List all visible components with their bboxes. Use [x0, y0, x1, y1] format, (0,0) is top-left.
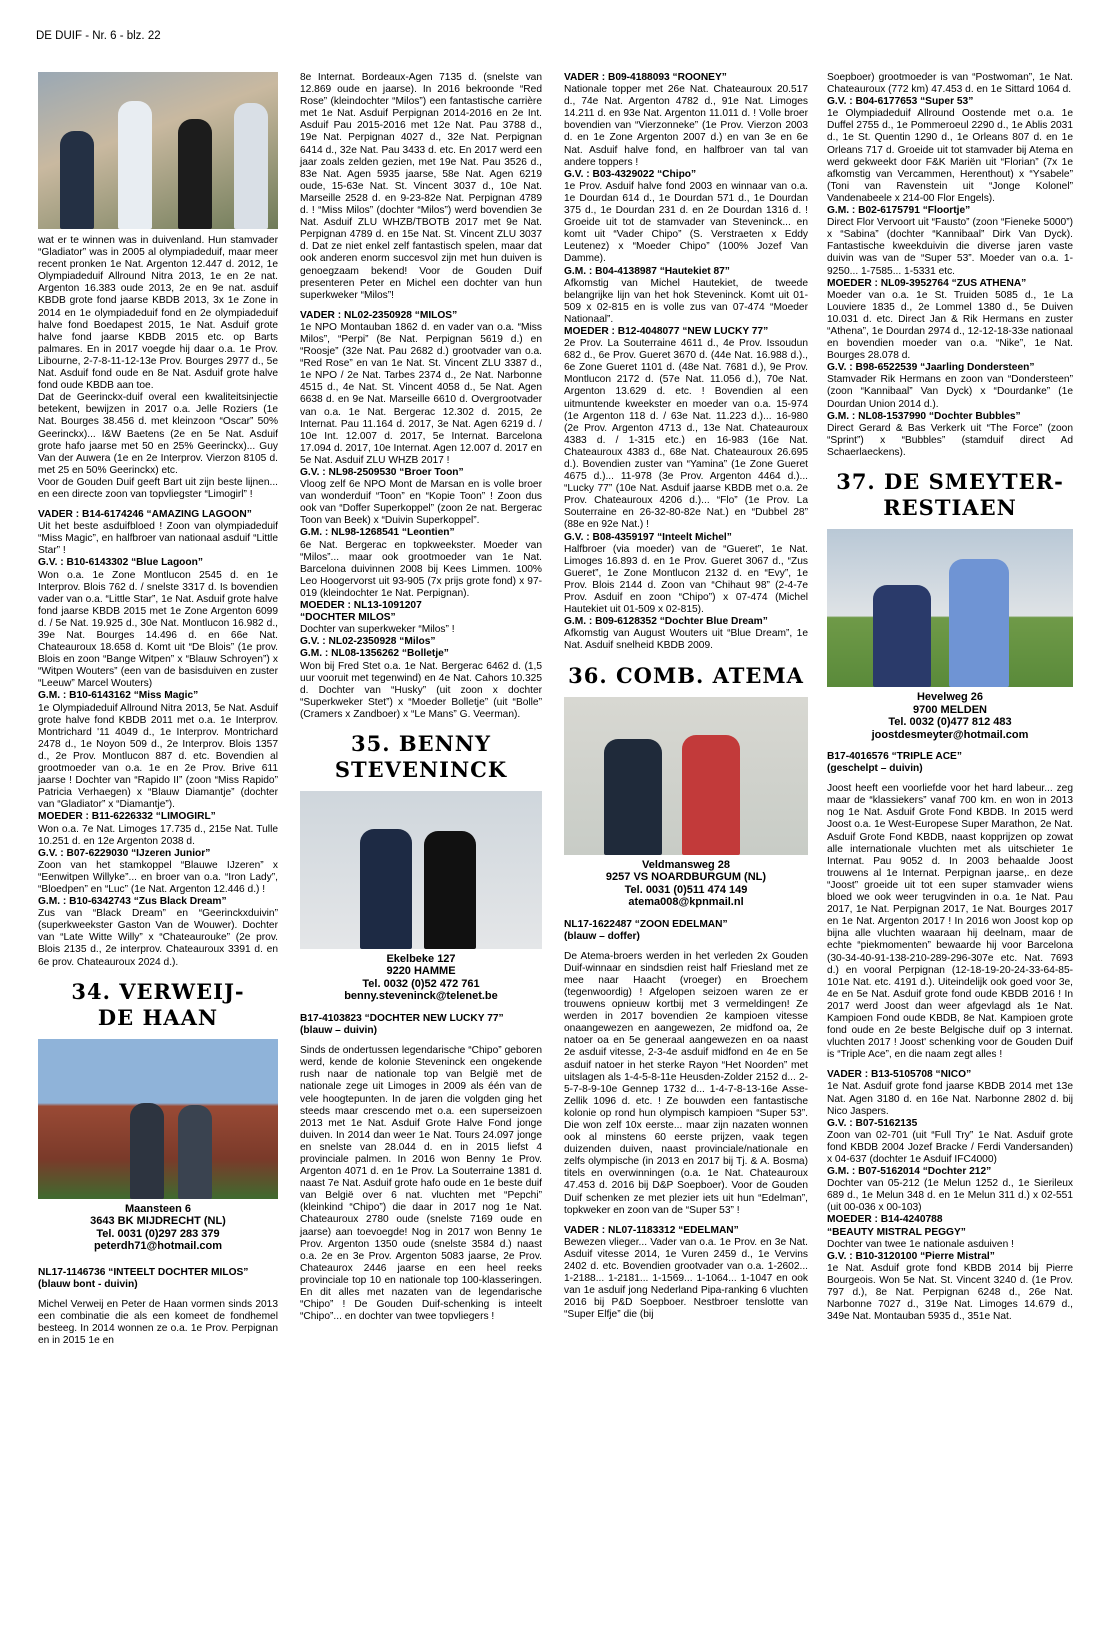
pedigree-text: 6e Nat. Bergerac en topkweekster. Moeder van “Milos”... maar ook grootmoeder van 1e Nat. Barcelona duivinnen 2008 bij Kees Limmen. 100% Leo Hoogervorst uit 93-905 (7x prijs grote fond) x 97-019 (kleindochter 1e Nat. Perpignan).: [300, 539, 542, 599]
ring-number: NL17-1146736 “INTEELT DOCHTER MILOS”: [38, 1266, 249, 1278]
pedigree-heading: VADER : NL07-1183312 “EDELMAN”: [564, 1224, 739, 1236]
address-city: 9220 HAMME: [386, 965, 456, 978]
address-email: joostdesmeyter@hotmail.com: [871, 728, 1029, 741]
pedigree-heading: “DOCHTER MILOS”: [300, 612, 396, 624]
pedigree-text: Vloog zelf 6e NPO Mont de Marsan en is volle broer van wonderduif “Toon” en “Kopie Toon” ! Zoon dus ook van “Doffer Superkoppel” (zoon 2e nat. Bergerac Toon van Beek) x “Duivin Superkoppel”.: [300, 479, 542, 527]
ring-number: NL17-1622487 “ZOON EDELMAN”: [564, 918, 728, 930]
pedigree-text: Zoon van het stamkoppel “Blauwe IJzeren” x “Eenwitpen Willyke”... en broer van o.a. “Iron Lady”, “Bloedpen” en “Luc” (1e Nat. Argenton 12.446 d.) !: [38, 859, 278, 895]
pedigree-heading: MOEDER : B12-4048077 “NEW LUCKY 77”: [564, 325, 769, 337]
pedigree-text: Afkomstig van August Wouters uit “Blue Dream”, 1e Nat. Asduif snelheid KBDB 2009.: [564, 628, 808, 652]
section-title-37: 37. DE SMEYTER- RESTIAEN: [836, 469, 1064, 520]
pedigree-text: 2e Prov. La Souterraine 4611 d., 4e Prov. Issoudun 682 d., 6e Prov. Gueret 3670 d. (44e Nat. 16.988 d.)., 6e Zone Gueret 1101 d. (48e Nat. 7681 d.), 9e Prov. Montlucon 2172 d. (57e Nat. 11.056 d.), 70e Nat. Argenton 13.629 d. etc. ! Bovendien al een uitmuntende kweekster en moeder van o.a. 15-974 (1e Argenton 118 d. / 63e Nat. 11.223 d.)... 16-980 (2e Prov. Argenton 4713 d., 13e Nat. Chateauroux 4383 d. / 1-315 etc.) en 16-983 (16e Nat. Chateauroux 4383 d., 68e Nat. Chateauroux 26.695 d.). Bovendien zuster van “Yamina” (1e Zone Gueret 4675 d.)... 11-978 (3e Prov. Argenton 4464 d.)... “Lucky 77” (10e Nat. Asduif jaarse KBDB met o.a. 2e Prov. Chateauroux 4206 d.)... “Flo” (1e Prov. La Souterraine en 26-32-80-82e Nat.) en “Dubbel 28” (88e en 92e Nat.) !: [564, 338, 808, 531]
section-title-35: 35. BENNY STEVENINCK: [334, 730, 508, 782]
col2-paragraph: Sinds de ondertussen legendarische “Chipo” geboren werd, kende de kolonie Steveninck een ongekende rush naar de nationale top van België met de nationale zege uit Limoges in 2009 als één van de vele hoogtepunten. In de jaren die volgden ging het steeds maar crescendo met o.a. een superseizoen 2013 met 1e Nat. Asduif Grote Halve Fond jonge duiven. In 2014 dan weer 1e Nat. Tours 24.097 jonge en snelste van 28.044 d. en in 2015 liefst 4 provinciale palmen. In 2016 won Benny 1e Prov. Argenton 4071 d. en 1e Prov. La Souterraine 1381 d. naast 7e Nat. Asduif grote hafo oude en 1e beste duif van België over 6 nat. vluchten met “Pepchi” (kleinkind “Chipo”) die daar in 2017 nog 1e Nat. Chateauroux 2780 oude (snelste 7169 oude en jaarse) aan toevoegde! Nog in 2017 won Benny 1e Prov. Argenton 1350 oude (snelste 3584 d.) naast o.a. 2e en 3e Prov. Argenton 5083 jaarse, 2e Prov. Chateaurox 2446 jaarse en een heel reeks provinciale top 10 en nationale top 100-klasseringen. En dit alles met nazaten van de legendarische “Chipo” ! De Gouden Duif-schenking is inteelt “Chipo”... en dochter van twee topvliegers !: [300, 1045, 542, 1323]
pedigree-heading: G.V. : B10-3120100 “Pierre Mistral”: [827, 1250, 995, 1262]
address-street: Ekelbeke 127: [386, 952, 456, 965]
address-street: Hevelweg 26: [916, 691, 984, 703]
pedigree-text: Dochter van superkweker “Milos” !: [300, 624, 455, 636]
pedigree-heading: G.M. : NL08-1537990 “Dochter Bubbles”: [827, 410, 1021, 422]
pedigree-heading: G.V. : B03-4329022 “Chipo”: [564, 168, 697, 180]
photo-de-smeyter: [827, 529, 1073, 687]
pedigree-heading: G.V. : B07-5162135: [827, 1117, 918, 1129]
pedigree-text: Moeder van o.a. 1e St. Truiden 5085 d., 1e La Louviere 1835 d., 2e Lommel 1380 d., 5e Duiven 10.031 d. etc. Direct Jan & Rik Hermans en zuster “Athena”, 1e Dourdan 2974 d., 12-12-18-33e nationaal en bovendien moeder van o.a. “Nike”, 1e Nat. Bourges 28.078 d.: [827, 289, 1073, 362]
pedigree-heading: G.V. : B10-6143302 “Blue Lagoon”: [38, 557, 203, 569]
col4-paragraph: Joost heeft een voorliefde voor het hard labeur... zeg maar de “klassiekers” vanaf 700 km. en won in 2013 nog 1e Nat. Asduif Grote Fond KBDB. In 2015 werd Joost o.a. 1e West-Europese Super Marathon, 2e Nat. Asduif Grote Fond KBDB, naast kopprijzen op zowat alle internationale vluchten met als uitschieter 1e Internat. Pau 9052 d. In 2003 behaalde Joost trouwens al 1e Internat. Perpignan jaarse,. en deze “Joost” groeide uit tot een super stamvader wiens bloed we ook weer terugvinden in o.a. 1e Nat. Pau 2017, 1e Nat. Perpignan 2017, 1e Nat. Bourges 2017 en 1e Nat. Argenton 2017 ! In 2016 won Joost kop op bijna alle vluchten waaraan hij deelnam, maar de echte “piekmomenten” bewaarde hij voor Barcelona (30-34-40-91-138-210-289-296-307e etc. Nat. 7693 d.) en vooral Perpignan (12-18-19-20-24-33-64-85-101e Nat. etc. 4191 d.). Uiteindelijk ook goed voor 3e, 4e en 5e Nat. Asduif grote fond oude KBDB 2016 ! In 2017 werd Joost dan weer afgevlagd als 1e Nat. Kampioen Fond oude KBDB, 8e Nat. Kampioen grote fond oude en 2e beste Belgische duif op 3 internat. vluchten 2017 ! Joost' schenking voor de Gouden Duif is “Triple Ace”, en die naam zegt alles !: [827, 783, 1073, 1061]
pedigree-heading: G.V. : NL98-2509530 “Broer Toon”: [300, 467, 464, 478]
pedigree-text: Afkomstig van Michel Hautekiet, de tweede belangrijke lijn van het hok Steveninck. Komt uit 01-509 x 02-815 en is volle zus van 07-474 “Moeder Nationaal”.: [564, 277, 808, 325]
col4-paragraph: Soepboer) grootmoeder is van “Postwoman”, 1e Nat. Chateauroux (772 km) 47.453 d. en 1e Sittard 1064 d.: [827, 72, 1073, 96]
col2-paragraph: 8e Internat. Bordeaux-Agen 7135 d. (snelste van 12.869 oude en jaarse). In 2016 bekroonde “Red Rose” (kleindochter “Milos”) een fantastische carrière met 1e Nat. Asduif Perpignan 2014-2016 en 2e Int. Asduif Pau 2015-2016 met 12e Nat. Pau 3788 d., 19e Nat. Perpignan 4027 d., 32e Nat. Perpignan 6414 d., 32e Nat. Pau 3433 d. etc. En 2017 werd een jaar zoals zelden gezien, met 19e Nat. Pau 3526 d., 83e Nat. Agen 5935 jaarse, 58e Nat. Agen 6219 oude, 15-63e Nat. St. Vincent 3037 d., 10e Nat. Marseille 2528 d. en 9-23-82e Nat. Perpignan 4789 d. ! “Miss Milos” (dochter “Milos”) werd bovendien 3e Nat. Asduif ZLU WHZB/TBOTB 2017 met 9e Nat. Perpignan 4789 d. en 15e Nat. St. Vincent ZLU 3037 d. Dat ze niet enkel zelf fantastisch spelen, maar dat ook anderen enorm succesvol zijn met hun duiven is genoegzaam bekend! Voor de Gouden Duif presenteren Peter en Michel een dochter van hun superkweker “Milos”!: [300, 72, 542, 301]
pedigree-heading: VADER : B14-6174246 “AMAZING LAGOON”: [38, 509, 252, 521]
pedigree-text: Won bij Fred Stet o.a. 1e Nat. Bergerac 6462 d. (1,5 uur vooruit met tegenwind) en 4e Nat. Cahors 10.325 d. Dochter van “Husky” (uit zoon x dochter “Superkweker Stet”) x “Moeder Bolletje” (uit “Bolle” (Cramers x Zandboer) x “Le Mans” G. Veerman).: [300, 660, 542, 720]
pedigree-text: Stamvader Rik Hermans en zoon van “Dondersteen” (zoon “Kannibaal” Van Dyck) x “Dourdanke” (1e Dourdan Union 2014 d.).: [827, 374, 1073, 410]
photo-verweij-de-haan: [38, 1039, 278, 1199]
pedigree-text: 1e Olympiadeduif Allround Oostende met o.a. 1e Duffel 2755 d., 1e Pommeroeul 2290 d., 1e Ablis 2031 d., 1e St. Quentin 1290 d., 1e Orleans 807 d. en 1e Orleans 717 d. Groeide uit tot stamvader bij Atema en werd gekweekt door F&K Mariën uit “Florian” (7x 1e afkomstig van Vercammen, Herenthout) x “Ysabele” (Toni van Ravenstein uit “Jonge Kolonel” Vandenabeele x 214-00 Flor Engels).: [827, 108, 1073, 204]
column-4: [827, 72, 1073, 1323]
pedigree-text: 1e Nat. Asduif grote fond jaarse KBDB 2014 met 13e Nat. Agen 3180 d. en 16e Nat. Narbonne 2802 d. bij Nico Jaspers.: [827, 1081, 1073, 1117]
pedigree-text: Uit het beste asduifbloed ! Zoon van olympiadeduif “Miss Magic”, en halfbroer van nationaal asduif “Little Star” !: [38, 521, 278, 557]
address-city: 3643 BK MIJDRECHT (NL): [90, 1215, 226, 1228]
address-email: atema008@kpnmail.nl: [628, 896, 744, 908]
section-title-36: 36. COMB. ATEMA: [568, 662, 804, 688]
address-phone: Tel. 0032 (0)52 472 761: [362, 977, 480, 990]
pedigree-heading: G.M. : B02-6175791 “Floortje”: [827, 205, 971, 217]
section-title-34: 34. VERWEIJ- DE HAAN: [71, 978, 245, 1030]
pedigree-heading: G.M. : B07-5162014 “Dochter 212”: [827, 1166, 992, 1178]
col3-paragraph: De Atema-broers werden in het verleden 2x Gouden Duif-winnaar en sindsdien reist half Friesland met ze mee naar Haacht (vroeger) en Broechem (tegenwoordig) ! Afgelopen seizoen waren ze er trouwens opnieuw kortbij met 3 vermeldingen! Ze werden in 2017 bovendien 2e kampioen vitesse onaangewezen en aangewezen, 2e midfond oa, 2e natoer oa en 5e generaal aangewezen en oa naast 2e asduif vitesse, 2-3-4e asduif midfond en 4e en 5e asduif natoer in het sterke Rayon “Het Noorden” met uitslagen als 1-4-5-8-11e Heusden-Zolder 2152 d... 2-5-7-8-9-10e Gennep 1732 d... 1-4-7-8-13-16e Asse-Zellik 1096 d. etc. ! Ze bouwden een fantastische kolonie op rond hun olympisch kampioen “Super 53”. Die won zelf 10x eerste... maar zijn nazaten wonnen ook al minstens 60 eerste prijzen, vaak tegen duizenden duiven, naast provinciale/nationale en zelfs olympische (in 2013 en 2017 bij Tj. & A. Bosma) titels en overwinningen (o.a. 1e Nat. Chateauroux 47.453 d. 2016 bij D&P Soepboer). Voor de Gouden Duif schenken ze met plezier iets uit hun “Edelman”, topkweker en zoon van de “Super 53” !: [564, 950, 808, 1216]
address-34: [38, 1203, 278, 1253]
pedigree-heading: VADER : B09-4188093 “ROONEY”: [564, 72, 727, 83]
pedigree-heading: “BEAUTY MISTRAL PEGGY”: [827, 1226, 966, 1238]
pedigree-text: 1e Olympiadeduif Allround Nitra 2013, 5e Nat. Asduif grote halve fond KBDB 2011 met o.a. 1e Interprov. Montrichard '11 4049 d., 1e Interprov. Montrichard 2478 d., 1e Noyon 509 d., 2e Interprov. Blois 1357 d., 2e Prov. Montlucon 887 d. etc. Bovendien al grootmoeder van o.a. 1e en 2e Prov. Brive 611 jaarse ! Dochter van “Rapido II” (zoon “Miss Rapido” Patricia Verhaegen) x “Blauw Diamantje” (dochter van “Gladiator” x “Diamantje”).: [38, 702, 278, 811]
pedigree-heading: G.M. : NL08-1356262 “Bolletje”: [300, 648, 449, 660]
address-email: benny.steveninck@telenet.be: [344, 990, 498, 1003]
pedigree-heading: MOEDER : NL13-1091207: [300, 600, 422, 612]
bird-color: (blauw – doffer): [564, 930, 640, 942]
address-city: 9257 VS NOARDBURGUM (NL): [605, 871, 767, 883]
address-email: peterdh71@hotmail.com: [93, 1240, 223, 1253]
pedigree-text: Halfbroer (via moeder) van de “Gueret”, 1e Nat. Limoges 16.893 d. en 1e Prov. Gueret 3067 d., “Zus Gueret”, 1e Zone Montlucon 2132 d. en “Evy”, 1e Prov. Blois 2144 d. Zoon van “Chihaut 98” (2-4-7e Prov. Asduif en zoon “Chipo”) x 07-474 (Michel Hautekiet uit 01-509 x 02-815).: [564, 543, 808, 616]
pedigree-heading: G.V. : B04-6177653 “Super 53”: [827, 96, 974, 108]
pedigree-heading: MOEDER : B14-4240788: [827, 1214, 943, 1226]
pedigree-text: Dochter van 05-212 (1e Melun 1252 d., 1e Sierileux 689 d., 1e Melun 348 d. en 1e Melun 311 d.) x 02-551 (uit 00-036 x 00-103): [827, 1178, 1073, 1214]
pedigree-text: Won o.a. 1e Zone Montlucon 2545 d. en 1e Interprov. Blois 762 d. / snelste 3317 d. Is bovendien vader van o.a. “Little Star”, 1e Nat. Asduif grote halve fond jaarse KBDB 2015 met 1e Zone Argenton 6099 d. / 5e Nat. 19.925 d., 30e Nat. Montlucon 16.982 d., 39e Nat. Bourges 14.496 d. en 66e Nat. Chateauroux 18.658 d. Komt uit “De Blois” (1e prov. Blois en zoon “Bange Witpen” x “Blauw Schroyen”) x “Witpen Wouters” (een van de basisduiven en zuster “Leeuw” Marcel Wouters): [38, 569, 278, 690]
address-37: [827, 691, 1073, 741]
pedigree-text: Zus van “Black Dream” en “Geerinckxduivin” (superkweekster Gaston Van de Wouwer). Dochter van “Late Witte Willy” x “Chateaurouke” (2e prov. Blois 2135 d., 2e interprov. Chateauroux 3391 d. en 6e prov. Chateauroux 2024 d.).: [38, 908, 278, 968]
address-street: Maansteen 6: [124, 1202, 192, 1215]
pedigree-heading: G.M. : B10-6342743 “Zus Black Dream”: [38, 896, 227, 908]
col1-paragraph: Dat de Geerinckx-duif overal een kwaliteitsinjectie betekent, bewijzen in 2017 o.a. Jelle Roziers (1e Nat. Bourges 38.456 d. met kleinzoon “Oscar” 50% Geerinckx)... I&W Baetens (2e en 5e Nat. Asduif grote hafo jaarse met 50 en 25% Geerinckx)... Guy Van der Auwera (1e en 2e Interprov. Vierzon 8105 d. met 25 en 50% Geerinckx) etc.: [38, 392, 278, 476]
address-36: [564, 859, 808, 909]
address-phone: Tel. 0031 (0)297 283 379: [96, 1227, 220, 1240]
pedigree-text: Zoon van 02-701 (uit “Full Try” 1e Nat. Asduif grote fond KBDB 2004 Jozef Bracke / Ferdi Vandersanden) x 04-637 (dochter 1e Asduif IFC4000): [827, 1129, 1073, 1165]
pedigree-heading: G.M. : B10-6143162 “Miss Magic”: [38, 690, 199, 702]
pedigree-text: 1e Prov. Asduif halve fond 2003 en winnaar van o.a. 1e Dourdan 614 d., 1e Dourdan 571 d., 1e Dourdan 375 d., 1e Dourdan 231 d. en 2e Dourdan 1316 d. ! Groeide uit tot de stamvader van Steveninck... en komt uit “Vader Chipo” (S. Verstraeten x Eddy Leutenez) x “Moeder Chipo” (100% Jozef Van Damme).: [564, 180, 808, 265]
bird-color: (blauw bont - duivin): [38, 1278, 138, 1290]
column-3: [564, 72, 808, 1322]
photo-atema: [564, 697, 808, 855]
pedigree-heading: MOEDER : B11-6226332 “LIMOGIRL”: [38, 811, 216, 823]
pedigree-text: Direct Flor Vervoort uit “Fausto” (zoon “Fieneke 5000”) x “Sabina” (dochter “Kannibaal” Dirk Van Dyck). Fantastische kweekduivin die diverse jaren vaste duivin was van de “Super 53”. Moeder van o.a. 1-9250... 1-7585... 1-5331 etc.: [827, 217, 1073, 277]
bird-color: (blauw – duivin): [300, 1025, 377, 1037]
pedigree-heading: G.M. : NL98-1268541 “Leontien”: [300, 527, 455, 539]
pedigree-heading: G.V. : B08-4359197 “Inteelt Michel”: [564, 531, 732, 543]
col1-paragraph: Voor de Gouden Duif geeft Bart uit zijn beste lijnen... en een directe zoon van topvliegster “Limogirl” !: [38, 476, 278, 500]
pedigree-heading: G.M. : B04-4138987 “Hautekiet 87”: [564, 265, 730, 277]
pedigree-text: Dochter van twee 1e nationale asduiven !: [827, 1238, 1014, 1250]
pedigree-heading: G.V. : B07-6229030 “IJzeren Junior”: [38, 847, 211, 859]
pedigree-text: Nationale topper met 26e Nat. Chateauroux 20.517 d., 74e Nat. Argenton 4782 d., 91e Nat. Limoges 14.211 d. en 93e Nat. Argenton 11.011 d. ! Volle broer bovendien van “Vierzonneke” (1e Prov. Vierzon 2003 d. en 1e Zone Argenton 2007 d.) en van 3e en 6e Nat. Asduif halve fond, en halfbroer van tal van andere toppers !: [564, 84, 808, 168]
address-35: [300, 953, 542, 1003]
photo-steveninck: [300, 791, 542, 949]
pedigree-text: Bewezen vlieger... Vader van o.a. 1e Prov. en 3e Nat. Asduif vitesse 2014, 1e Vuren 2459 d., 1e Vervins 2402 d. etc. Bovendien grootvader van o.a. 1-2602... 1-2188... 1-2181... 1-1569... 1-1064... 1-1047 en ook van 1e asduif jong Nederland Pipa-ranking 6 vluchten 2016 bij P&D Soepboer. Nestbroer tenslotte van “Super Elfje” die (bij: [564, 1236, 808, 1321]
photo-family-geerinckx: [38, 72, 278, 229]
pedigree-heading: G.V. : NL02-2350928 “Milos”: [300, 636, 436, 648]
pedigree-heading: G.V. : B98-6522539 “Jaarling Dondersteen”: [827, 362, 1035, 374]
col1-paragraph: wat er te winnen was in duivenland. Hun stamvader “Gladiator” was in 2005 al olympiadeduif, maar meer recent pronken 1e Nat. Argenton 12.447 d. 2012, 1e Olympiadeduif Allround Nitra 2013, 1e en 2e nat. Argenton 16.383 oude 2013, 2e en 9e nat. asduif KBDB grote fond jaarse KBDB 2013, 3x 1e Zone in 2014 en 1e olympiadeduif fond en 2e olympiadeduif halve fond Boedapest 2015, 1e Nat. Asduif grote halve fond jaarse KBDB 2015 etc. op Barts palmares. En in 2017 voegde hij daar o.a. 1e Prov. Libourne, 2-7-8-11-12-13e Prov. Bourges 2977 d., 5e Nat. Asduif fond oude en 8e Nat. Asduif grote halve fond oude KBDB aan toe.: [38, 235, 278, 392]
ring-number: B17-4016576 “TRIPLE ACE”: [827, 751, 962, 762]
col1-paragraph: Michel Verweij en Peter de Haan vormen sinds 2013 een combinatie die als een komeet de fondhemel besteeg. In 2014 wonnen ze o.a. 1e Prov. Perpignan en in 2015 1e en: [38, 1298, 278, 1347]
pedigree-heading: G.M. : B09-6128352 “Dochter Blue Dream”: [564, 616, 768, 628]
pedigree-heading: MOEDER : NL09-3952764 “ZUS ATHENA”: [827, 277, 1027, 289]
column-2: [300, 72, 542, 1323]
pedigree-text: 1e Nat. Asduif grote fond KBDB 2014 bij Pierre Bourgeois. Won 5e Nat. St. Vincent 3240 d. (1e Prov. 797 d.), 8e Nat. Perpignan 6248 d., 26e Nat. Narbonne 7027 d., 319e Nat. Limoges 14.679 d., 349e Nat. Montauban 5935 d., 351e Nat.: [827, 1262, 1073, 1323]
pedigree-heading: VADER : NL02-2350928 “MILOS”: [300, 309, 458, 321]
pedigree-text: Direct Gerard & Bas Verkerk uit “The Force” (zoon “Sprint”) x “Bubbles” (stamduif direct Ad Schaerlaeckens).: [827, 422, 1073, 458]
page-header: DE DUIF - Nr. 6 - blz. 22: [36, 30, 161, 42]
ring-number: B17-4103823 “DOCHTER NEW LUCKY 77”: [300, 1012, 504, 1024]
pedigree-text: Won o.a. 7e Nat. Limoges 17.735 d., 215e Nat. Tulle 10.251 d. en 12e Argenton 2038 d.: [38, 823, 278, 847]
bird-color: (geschelpt – duivin): [827, 763, 923, 775]
address-phone: Tel. 0031 (0)511 474 149: [624, 883, 748, 896]
column-1: [38, 72, 278, 1347]
pedigree-text: 1e NPO Montauban 1862 d. en vader van o.a. “Miss Milos”, “Perpi” (8e Nat. Perpignan 5619 d.) en “Roosje” (32e Nat. Pau 2682 d.) grootvader van o.a. “Red Rose” en van 1e Nat. St. Vincent ZLU 3387 d., 1e NPO / 2e Nat. Tarbes 2374 d., 2e Nat. Narbonne 4515 d., 4e Nat. St. Vincent 4058 d., 5e Nat. Agen 6638 d. en 9e Nat. Marseille 6610 d. Overgrootvader van o.a. 1e Nat. Bergerac 12.302 d. 2015, 2e Internat. Pau 11.164 d. 2017, 3e Nat. Agen 6219 d. / 10e Int. 12.007 d. 2017, 5e Internat. Barcelona 17.094 d. 2017, 10e Internat. Agen 12.007 d. 2017 en 5e Nat. Asduif ZLU WHZB 2017 !: [300, 321, 542, 466]
address-city: 9700 MELDEN: [913, 703, 987, 716]
address-phone: Tel. 0032 (0)477 812 483: [888, 716, 1012, 728]
address-street: Veldmansweg 28: [641, 858, 731, 871]
pedigree-heading: VADER : B13-5105708 “NICO”: [827, 1069, 972, 1081]
